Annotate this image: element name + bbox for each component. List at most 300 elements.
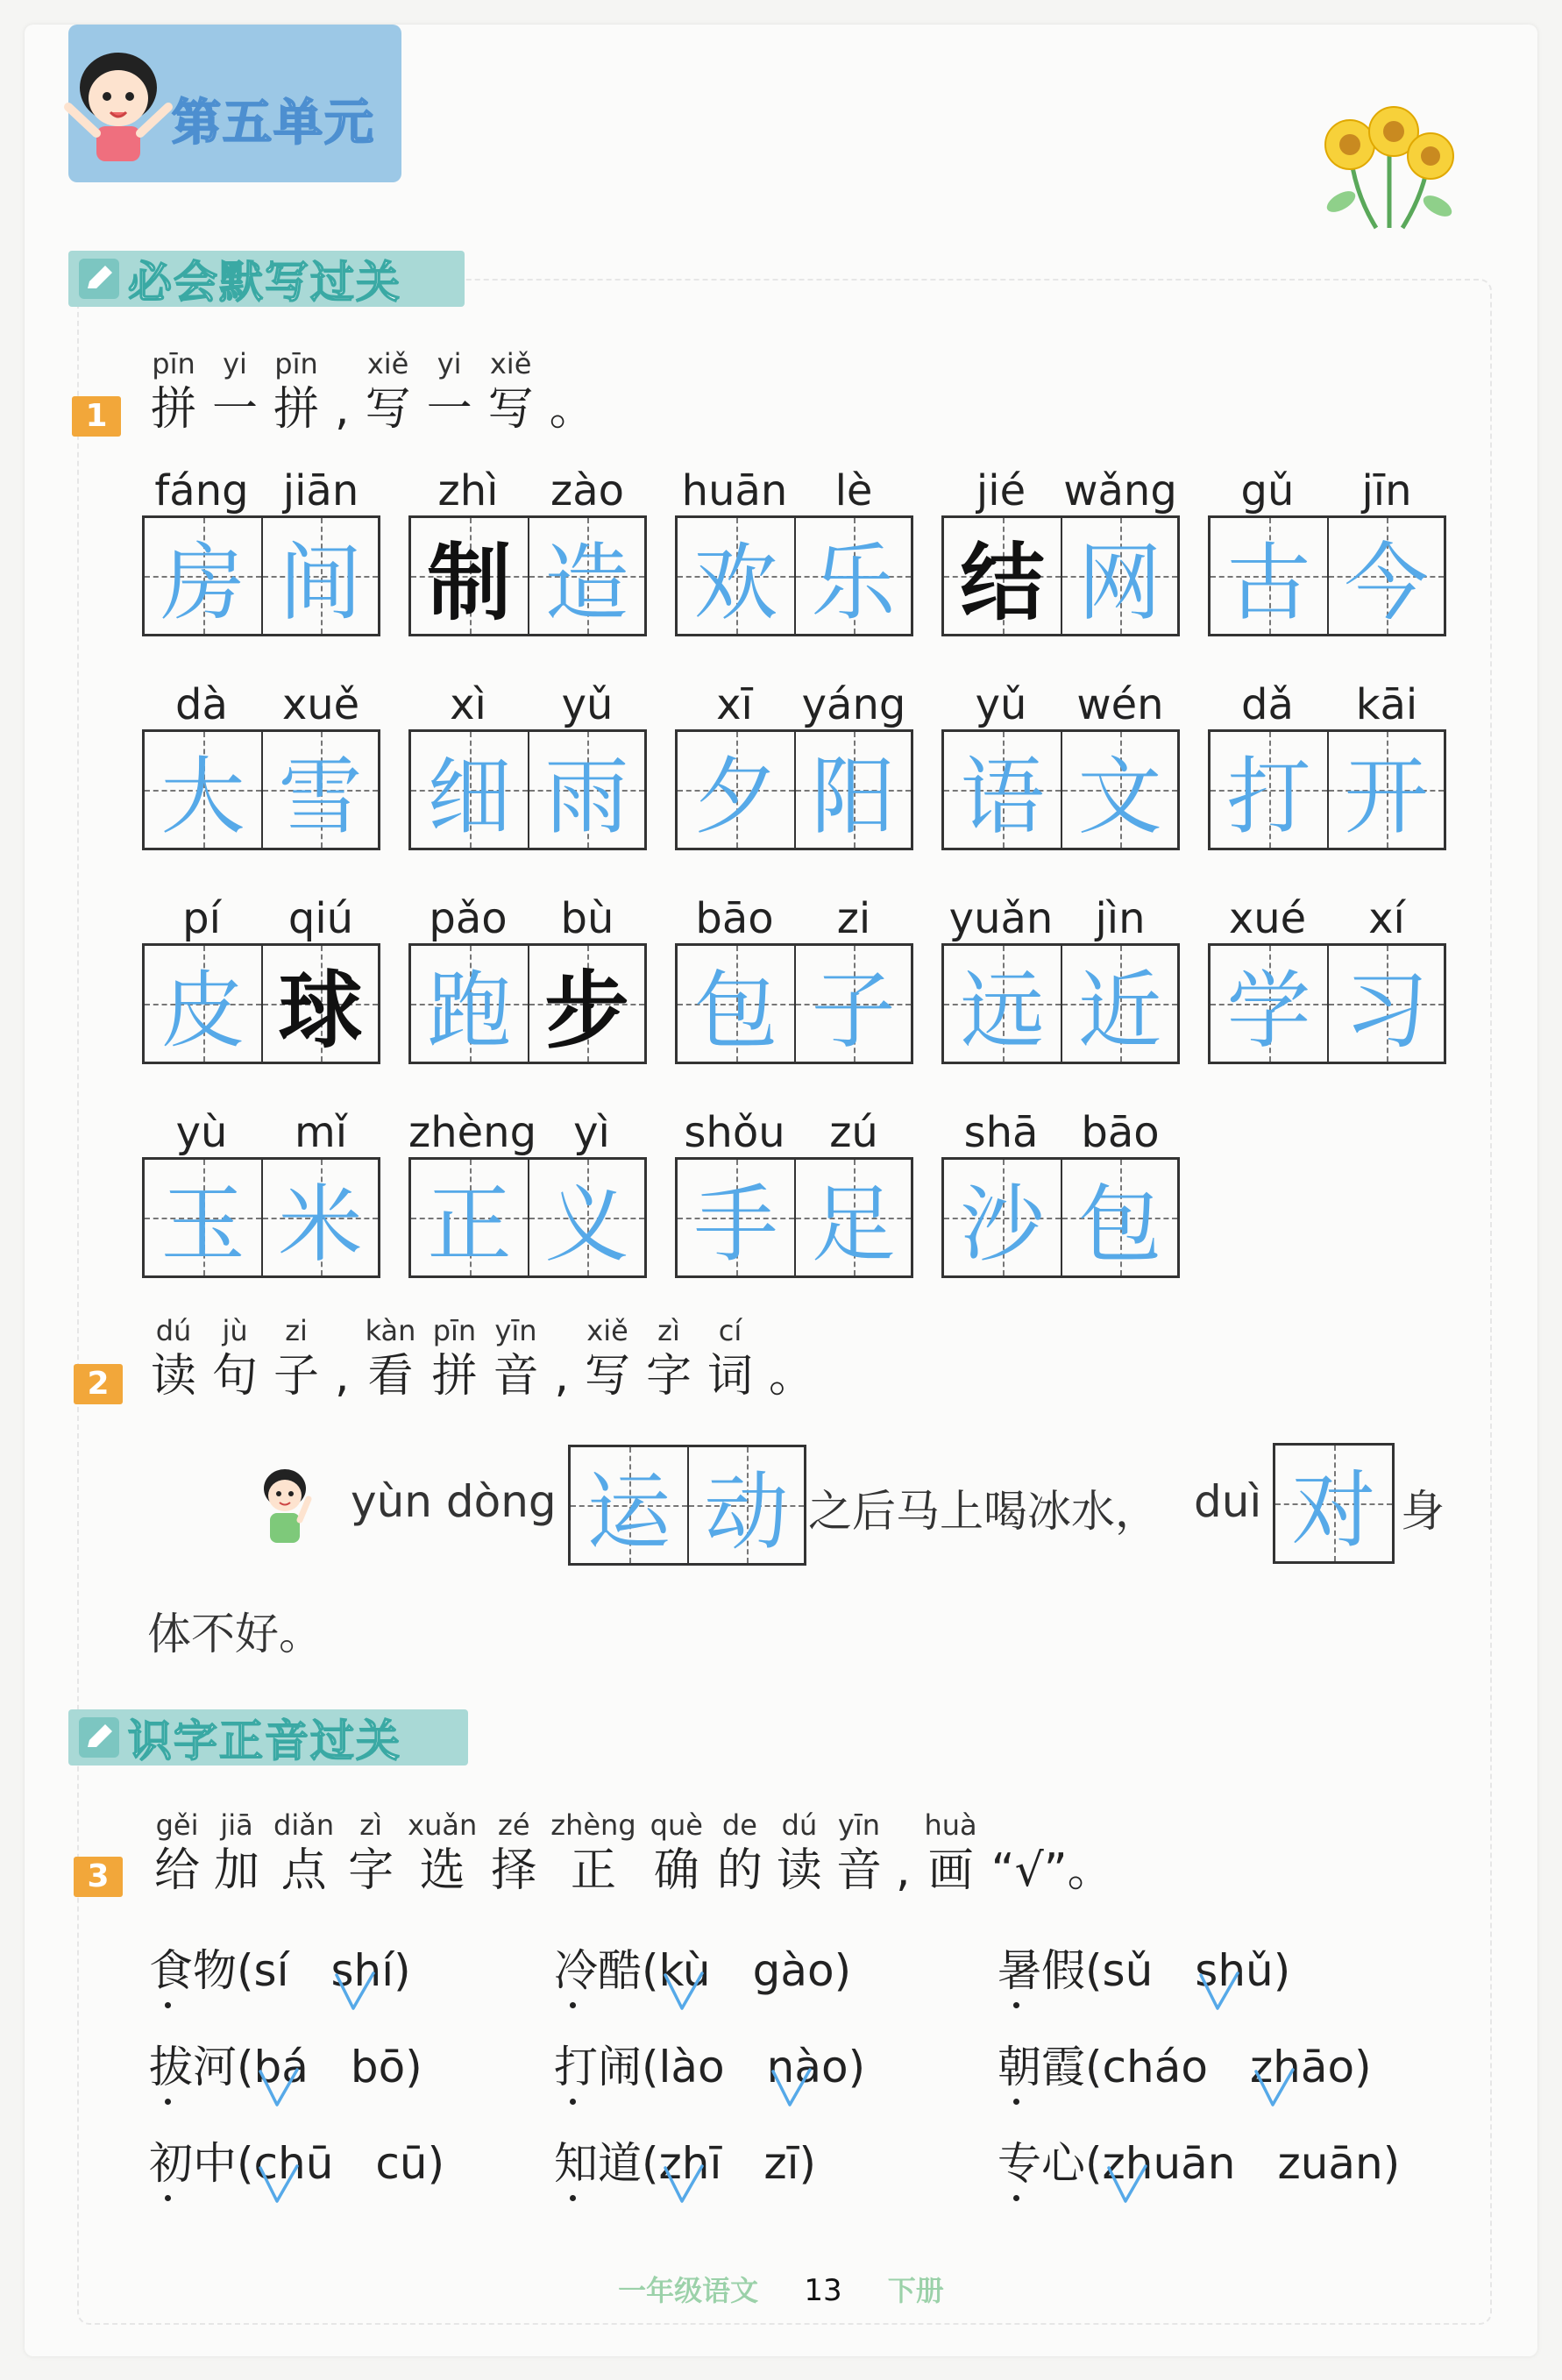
emphasis-dot xyxy=(570,2195,576,2201)
tian-grid-cell xyxy=(944,1160,1061,1275)
answer-char: 步 xyxy=(544,960,629,1060)
answer-char: 大 xyxy=(160,747,245,846)
tian-grid-cell xyxy=(1327,732,1444,848)
tian-grid-cell xyxy=(145,518,261,634)
pinyin: xí xyxy=(1368,894,1405,943)
answer-grid-yundong xyxy=(568,1445,806,1566)
option-a[interactable] xyxy=(659,1945,711,1996)
hanzi: 读 xyxy=(776,1844,822,1897)
tian-grid-cell xyxy=(528,732,644,848)
option-label: cū xyxy=(375,2138,428,2189)
pinyin: zào xyxy=(550,466,624,515)
paren-close: ) xyxy=(1273,1945,1291,1996)
footer-volume: 下册 xyxy=(887,2274,944,2307)
pinyin-char-pair xyxy=(273,346,319,437)
pinyin-char-pair xyxy=(707,1313,753,1404)
hanzi: 闹 xyxy=(598,2042,642,2092)
answer-char: 雨 xyxy=(544,747,629,846)
pronunciation-item xyxy=(554,2032,865,2095)
tian-grid-cell xyxy=(1061,1160,1177,1275)
word-writing-box xyxy=(408,466,647,636)
option-b[interactable] xyxy=(1277,2138,1382,2189)
paren-open: ( xyxy=(237,2042,254,2092)
question-instruction xyxy=(151,346,611,437)
hanzi: 拼 xyxy=(431,1350,478,1403)
word-writing-box xyxy=(408,1108,647,1278)
checkmark-icon xyxy=(334,1971,376,2012)
word-writing-box xyxy=(142,894,380,1064)
tian-grid-cell xyxy=(944,732,1061,848)
tian-grid-cell xyxy=(411,732,528,848)
dotted-char xyxy=(554,2138,598,2189)
tian-grid-cell xyxy=(1327,518,1444,634)
sentence-text: 身 xyxy=(1401,1486,1445,1537)
pinyin: huān xyxy=(681,466,788,515)
pinyin: shā xyxy=(963,1108,1039,1157)
answer-char: 房 xyxy=(160,533,245,632)
pinyin-char-pair xyxy=(212,346,258,437)
pinyin: qiú xyxy=(288,894,354,943)
checkmark-icon xyxy=(770,2068,813,2108)
punctuation: , xyxy=(554,1350,569,1403)
pronunciation-item xyxy=(998,2128,1400,2192)
option-label: sǔ xyxy=(1102,1945,1154,1996)
tian-grid-cell xyxy=(1061,518,1177,634)
dotted-char xyxy=(149,2138,193,2189)
pinyin-char-pair xyxy=(646,1313,692,1404)
pinyin: xiě xyxy=(586,1314,628,1347)
pinyin-char-pair xyxy=(273,1313,319,1404)
tian-grid-cell xyxy=(794,1160,911,1275)
answer-char: 足 xyxy=(811,1175,896,1274)
hanzi: 音 xyxy=(835,1844,882,1897)
pinyin: yīn xyxy=(494,1314,537,1347)
pinyin: xuǎn xyxy=(408,1808,478,1842)
hanzi: 句 xyxy=(212,1350,259,1403)
word-writing-box xyxy=(941,1108,1180,1278)
dotted-char xyxy=(998,2042,1041,2092)
pinyin-char-pair xyxy=(273,1808,334,1899)
paren-open: ( xyxy=(237,2138,254,2189)
answer-char: 远 xyxy=(960,961,1045,1060)
hanzi: 给 xyxy=(154,1844,201,1897)
option-b[interactable] xyxy=(767,2042,848,2092)
answer-char: 欢 xyxy=(693,533,778,632)
hanzi: 假 xyxy=(1041,1945,1085,1996)
checkmark-icon xyxy=(1106,2164,1148,2205)
hanzi: 一 xyxy=(426,383,472,436)
checkmark-icon xyxy=(1198,1971,1240,2012)
pinyin: yi xyxy=(437,347,462,380)
hanzi: 食 xyxy=(149,1945,193,1996)
sentence-text: 体不好。 xyxy=(147,1609,323,1659)
hanzi: 拼 xyxy=(273,383,320,436)
pinyin-char-pair xyxy=(550,346,595,437)
section-title: 必会默写过关 xyxy=(128,257,401,308)
option-a[interactable] xyxy=(254,1945,289,1996)
hanzi: 正 xyxy=(570,1844,616,1897)
dotted-char xyxy=(149,2042,193,2092)
option-a[interactable] xyxy=(1103,2138,1236,2189)
pinyin-char-pair xyxy=(836,1808,882,1899)
pinyin-prompt: duì xyxy=(1194,1476,1262,1527)
tian-grid-cell xyxy=(678,946,794,1062)
hanzi: 点 xyxy=(280,1844,327,1897)
pinyin: zi xyxy=(285,1314,308,1347)
pinyin: dú xyxy=(781,1808,818,1842)
hanzi: 音 xyxy=(493,1350,539,1403)
option-a[interactable] xyxy=(254,2042,309,2092)
emphasis-dot xyxy=(570,2002,576,2008)
pinyin-char-pair xyxy=(650,1808,703,1899)
option-label: zhuān xyxy=(1102,2138,1236,2189)
sunflower-illustration xyxy=(1315,96,1464,237)
emphasis-dot xyxy=(1013,2002,1019,2008)
emphasis-dot xyxy=(1013,2195,1019,2201)
pronunciation-item xyxy=(149,2032,422,2095)
tian-grid-cell xyxy=(261,946,378,1062)
pinyin: yi xyxy=(223,347,247,380)
dotted-char xyxy=(149,1945,193,1996)
hanzi: 专 xyxy=(998,2138,1041,2189)
paren-open: ( xyxy=(642,2138,659,2189)
pinyin-char-pair xyxy=(777,1808,822,1899)
pinyin-char-pair xyxy=(431,1313,477,1404)
paren-open: ( xyxy=(1085,2138,1103,2189)
answer-char: 夕 xyxy=(693,747,778,846)
word-writing-box xyxy=(408,680,647,850)
pinyin: bāo xyxy=(695,894,774,943)
footer-grade: 一年级语文 xyxy=(618,2274,759,2307)
pinyin-char-pair xyxy=(550,1808,635,1899)
word-writing-box xyxy=(1208,680,1446,850)
tian-grid-cell xyxy=(1211,946,1327,1062)
pinyin-char-pair xyxy=(366,1313,416,1404)
pinyin: bù xyxy=(560,894,614,943)
pinyin-char-pair xyxy=(408,1808,477,1899)
hanzi: 物 xyxy=(193,1945,237,1996)
pinyin: zi xyxy=(836,894,871,943)
checkmark-icon xyxy=(258,2164,300,2205)
pronunciation-item xyxy=(998,2032,1372,2095)
answer-char: 阳 xyxy=(811,747,896,846)
pinyin: shǒu xyxy=(684,1108,785,1157)
answer-char: 对 xyxy=(1291,1460,1376,1559)
pinyin: zhèng xyxy=(408,1108,537,1157)
tian-grid-cell xyxy=(794,946,911,1062)
hanzi: 道 xyxy=(598,2138,642,2189)
pinyin-char-pair xyxy=(493,1313,538,1404)
pinyin-char-pair xyxy=(335,1313,350,1404)
pinyin-char-pair xyxy=(212,1313,258,1404)
answer-char: 子 xyxy=(811,961,896,1060)
pinyin: lè xyxy=(834,466,873,515)
hanzi: 加 xyxy=(214,1844,260,1897)
word-writing-box xyxy=(675,894,913,1064)
answer-char: 沙 xyxy=(960,1175,1045,1274)
tian-grid-cell xyxy=(678,732,794,848)
tian-grid-cell xyxy=(261,518,378,634)
pinyin: pǎo xyxy=(429,894,508,943)
hanzi: 中 xyxy=(193,2138,237,2189)
pinyin: yǔ xyxy=(975,680,1027,729)
option-label: bá xyxy=(253,2042,309,2092)
word-writing-box xyxy=(675,680,913,850)
tian-grid-cell xyxy=(1061,946,1177,1062)
paren-close: ) xyxy=(1354,2042,1372,2092)
pinyin: mǐ xyxy=(294,1108,348,1157)
option-b[interactable] xyxy=(753,1945,834,1996)
pinyin: jìn xyxy=(1095,894,1146,943)
answer-char: 运 xyxy=(586,1462,671,1561)
option-a[interactable] xyxy=(1103,1945,1154,1996)
pinyin-char-pair xyxy=(769,1313,814,1404)
hanzi: 心 xyxy=(1041,2138,1085,2189)
hanzi: 确 xyxy=(653,1844,699,1897)
hanzi: 字 xyxy=(646,1350,692,1403)
checkmark-icon xyxy=(1253,2068,1296,2108)
question-number: 2 xyxy=(74,1364,123,1404)
tian-grid-cell xyxy=(528,518,644,634)
emphasis-dot xyxy=(165,2002,171,2008)
tian-grid-cell xyxy=(145,732,261,848)
pinyin: pí xyxy=(182,894,221,943)
answer-char: 造 xyxy=(544,533,629,632)
pinyin: diǎn xyxy=(273,1808,335,1842)
pinyin: fáng xyxy=(154,466,249,515)
paren-close: ) xyxy=(834,1945,852,1996)
pinyin-prompt: yùn dòng xyxy=(351,1476,557,1527)
dotted-char xyxy=(554,1945,598,1996)
paren-open: ( xyxy=(237,1945,254,1996)
tian-grid-cell xyxy=(678,1160,794,1275)
boy-illustration xyxy=(254,1464,316,1552)
pinyin-char-pair xyxy=(348,1808,394,1899)
answer-char: 古 xyxy=(1226,533,1311,632)
question-instruction xyxy=(151,1313,830,1404)
option-label: zī xyxy=(763,2138,799,2189)
option-a[interactable] xyxy=(254,2138,334,2189)
pinyin: xiě xyxy=(489,347,532,380)
option-label: shí xyxy=(330,1945,394,1996)
pinyin: jié xyxy=(976,466,1026,515)
girl-illustration xyxy=(61,42,175,174)
hanzi: 看 xyxy=(367,1350,414,1403)
hanzi: 写 xyxy=(585,1350,631,1403)
tian-grid-cell xyxy=(145,1160,261,1275)
option-b[interactable] xyxy=(763,2138,799,2189)
hanzi: 酷 xyxy=(598,1945,642,1996)
pronunciation-item xyxy=(554,2128,816,2192)
pinyin-char-pair xyxy=(154,1808,200,1899)
question-number: 3 xyxy=(74,1857,123,1897)
word-writing-box xyxy=(941,466,1180,636)
tian-grid-cell xyxy=(145,946,261,1062)
option-b[interactable] xyxy=(1250,2042,1354,2092)
hanzi: 拼 xyxy=(151,383,197,436)
hanzi: 择 xyxy=(491,1844,537,1897)
question-number: 1 xyxy=(72,396,121,437)
pinyin-char-pair xyxy=(335,346,350,437)
answer-char: 习 xyxy=(1344,961,1429,1060)
pinyin: zhèng xyxy=(550,1808,636,1842)
tian-grid-cell xyxy=(411,518,528,634)
checkmark-icon xyxy=(258,2068,300,2108)
option-b[interactable] xyxy=(351,2042,405,2092)
tian-grid-cell xyxy=(944,946,1061,1062)
answer-char: 跑 xyxy=(427,961,512,1060)
pencil-icon xyxy=(79,259,119,299)
pinyin: yì xyxy=(573,1108,610,1157)
paren-close: ) xyxy=(1382,2138,1401,2189)
section-banner-pronunciation xyxy=(68,1709,468,1765)
pinyin: wén xyxy=(1076,680,1164,729)
answer-char: 米 xyxy=(278,1175,363,1274)
answer-char: 开 xyxy=(1344,747,1429,846)
pinyin: xī xyxy=(716,680,753,729)
answer-grid-dui xyxy=(1273,1443,1395,1564)
word-writing-box xyxy=(142,466,380,636)
answer-char: 制 xyxy=(427,532,512,632)
option-a[interactable] xyxy=(1103,2042,1208,2092)
pinyin-char-pair xyxy=(488,346,534,437)
page-number: 13 xyxy=(804,2273,842,2308)
hanzi: 子 xyxy=(273,1350,320,1403)
pinyin-char-pair xyxy=(366,346,411,437)
hanzi: 写 xyxy=(487,383,534,436)
pinyin: yǔ xyxy=(561,680,614,729)
option-b[interactable] xyxy=(330,1945,394,1996)
tian-grid-cell xyxy=(1327,946,1444,1062)
paren-close: ) xyxy=(848,2042,866,2092)
pinyin-char-pair xyxy=(151,1313,196,1404)
hanzi: 字 xyxy=(348,1844,394,1897)
pinyin: què xyxy=(650,1808,703,1842)
answer-char: 文 xyxy=(1077,747,1162,846)
pinyin: zhì xyxy=(437,466,499,515)
hanzi: 打 xyxy=(554,2042,598,2092)
pinyin: dǎ xyxy=(1241,680,1294,729)
answer-char: 间 xyxy=(278,533,363,632)
tian-grid-cell xyxy=(528,946,644,1062)
answer-char: 近 xyxy=(1077,961,1162,1060)
pinyin-char-pair xyxy=(896,1808,911,1899)
pinyin-char-pair xyxy=(717,1808,763,1899)
pinyin: pīn xyxy=(152,347,195,380)
tian-grid-cell xyxy=(1211,732,1327,848)
option-label: nào xyxy=(766,2042,848,2092)
answer-char: 今 xyxy=(1344,533,1429,632)
pinyin: kàn xyxy=(365,1314,416,1347)
dotted-char xyxy=(554,2042,598,2092)
pinyin: gǔ xyxy=(1240,466,1295,515)
question-instruction xyxy=(154,1808,1127,1899)
punctuation: 。 xyxy=(769,1350,815,1403)
pinyin: dà xyxy=(175,680,228,729)
pronunciation-item xyxy=(149,1936,411,1999)
hanzi: 霞 xyxy=(1041,2042,1085,2092)
unit-title: 第五单元 xyxy=(172,95,375,152)
emphasis-dot xyxy=(165,2195,171,2201)
answer-char: 包 xyxy=(1077,1175,1162,1274)
punctuation: , xyxy=(335,1350,350,1403)
answer-char: 包 xyxy=(693,961,778,1060)
word-writing-box xyxy=(1208,466,1446,636)
tian-grid-cell xyxy=(944,518,1061,634)
word-writing-box xyxy=(1208,894,1446,1064)
pinyin: xuě xyxy=(281,680,360,729)
option-label: shǔ xyxy=(1195,1945,1274,1996)
tian-grid-cell xyxy=(678,518,794,634)
option-label: chū xyxy=(253,2138,334,2189)
hanzi: 初 xyxy=(149,2138,193,2189)
pinyin: xiě xyxy=(366,347,409,380)
pinyin: xué xyxy=(1228,894,1307,943)
punctuation: 。 xyxy=(549,383,595,436)
pinyin: jiā xyxy=(220,1808,253,1842)
option-label: zhī xyxy=(658,2138,722,2189)
pinyin-char-pair xyxy=(554,1313,569,1404)
tian-grid-cell xyxy=(1061,732,1177,848)
word-writing-box xyxy=(941,680,1180,850)
hanzi: 冷 xyxy=(554,1945,598,1996)
section-banner-dictation xyxy=(68,251,465,307)
answer-char: 细 xyxy=(427,747,512,846)
word-writing-box xyxy=(142,680,380,850)
word-writing-box xyxy=(675,1108,913,1278)
hanzi: 一 xyxy=(212,383,259,436)
paren-open: ( xyxy=(1085,2042,1103,2092)
pinyin: dú xyxy=(155,1314,192,1347)
pinyin: yuǎn xyxy=(948,894,1054,943)
pinyin-char-pair xyxy=(151,346,196,437)
pinyin: yù xyxy=(175,1108,228,1157)
hanzi: 河 xyxy=(193,2042,237,2092)
section-title: 识字正音过关 xyxy=(128,1716,401,1766)
hanzi: 写 xyxy=(365,383,411,436)
pinyin: cí xyxy=(718,1314,742,1347)
pinyin: xì xyxy=(450,680,486,729)
hanzi: 选 xyxy=(419,1844,465,1897)
option-b[interactable] xyxy=(375,2138,427,2189)
answer-char: 雪 xyxy=(278,747,363,846)
option-label: zhāo xyxy=(1249,2042,1355,2092)
answer-char: 球 xyxy=(278,960,363,1060)
option-label: sí xyxy=(253,1945,289,1996)
option-a[interactable] xyxy=(659,2042,725,2092)
paren-open: ( xyxy=(642,1945,659,1996)
checkmark-icon xyxy=(663,1971,705,2012)
pinyin: zé xyxy=(498,1808,530,1842)
answer-char: 动 xyxy=(704,1462,789,1561)
emphasis-dot xyxy=(1013,2099,1019,2105)
option-b[interactable] xyxy=(1195,1945,1273,1996)
option-a[interactable] xyxy=(659,2138,722,2189)
word-writing-box xyxy=(142,1108,380,1278)
pinyin: wǎng xyxy=(1063,466,1177,515)
hanzi: 画 xyxy=(927,1844,974,1897)
page-footer xyxy=(0,2269,1562,2309)
emphasis-dot xyxy=(570,2099,576,2105)
answer-char: 皮 xyxy=(160,961,245,1060)
hanzi: 词 xyxy=(707,1350,754,1403)
hanzi: 知 xyxy=(554,2138,598,2189)
tian-grid-cell xyxy=(528,1160,644,1275)
word-writing-box xyxy=(675,466,913,636)
pinyin: de xyxy=(721,1808,757,1842)
pinyin: pīn xyxy=(432,1314,477,1347)
pinyin: jīn xyxy=(1361,466,1412,515)
